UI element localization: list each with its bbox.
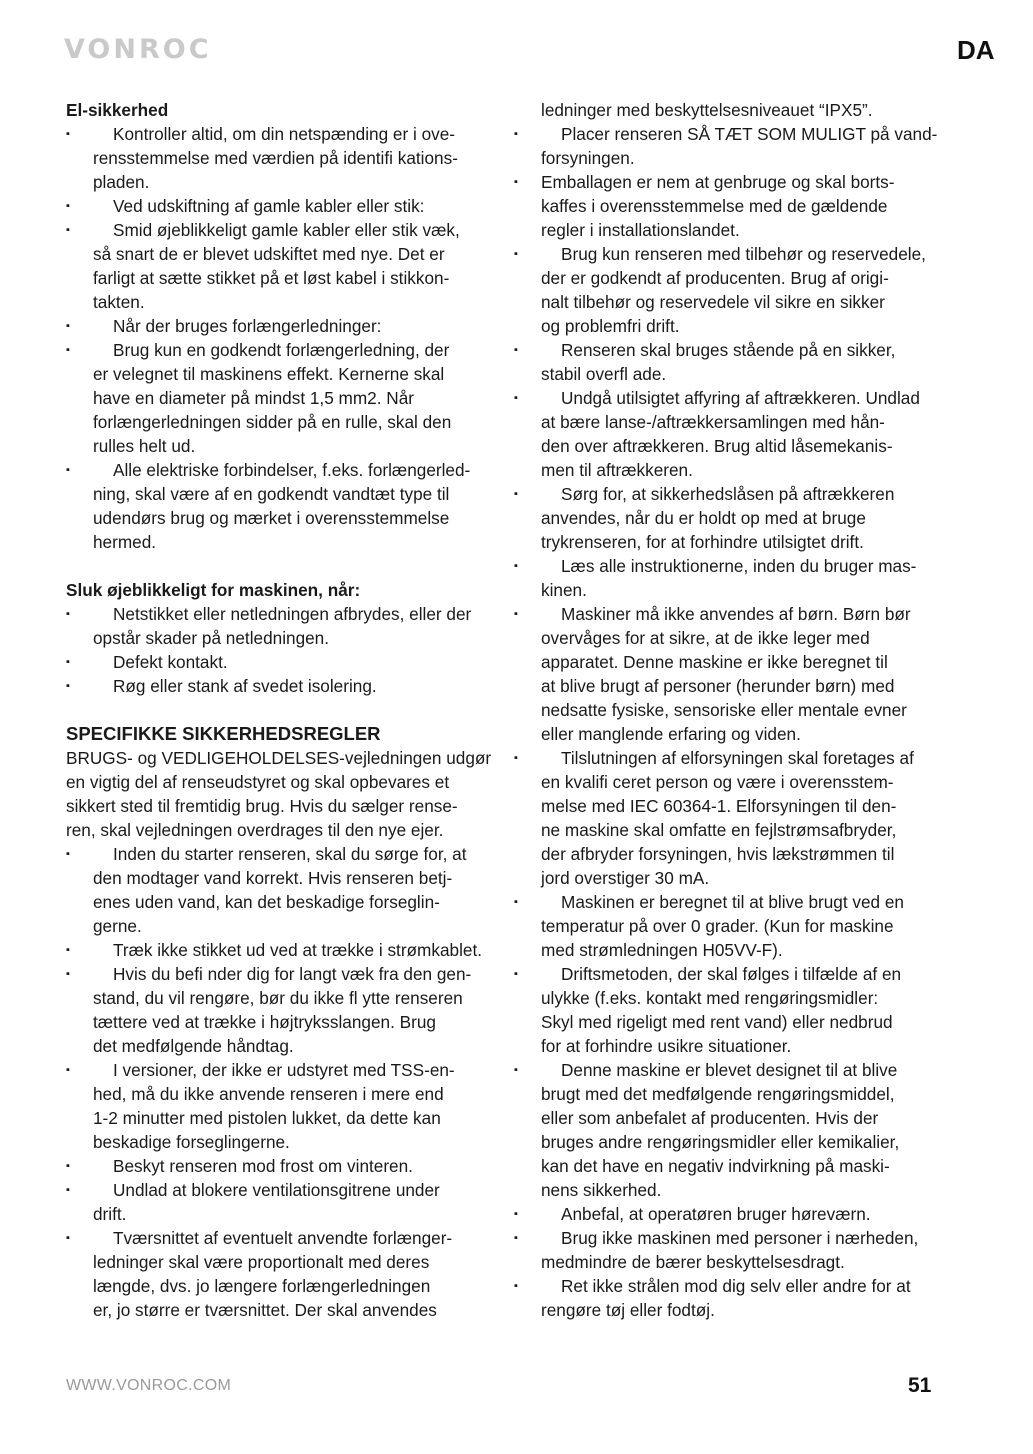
bullet-icon: ▪: [514, 1064, 518, 1076]
bullet-icon: ▪: [66, 1184, 70, 1196]
line-text: nens sikkerhed.: [541, 1180, 662, 1200]
line-text: bruges andre rengøringsmidler eller kemikalier,: [541, 1132, 900, 1152]
line-text: er velegnet til maskinens effekt. Kernerne skal: [93, 364, 445, 384]
line-text: BRUGS- og VEDLIGEHOLDELSES-vejledningen udgør: [66, 748, 492, 768]
line-text: Undlad at blokere ventilationsgitrene under: [113, 1180, 440, 1200]
line-text: takten.: [93, 292, 145, 312]
line-text: Træk ikke stikket ud ved at trække i strømkablet.: [113, 940, 482, 960]
bullet-icon: ▪: [66, 344, 70, 356]
line-text: så snart de er blevet udskiftet med nye. Det er: [93, 244, 445, 264]
bullet-icon: ▪: [514, 1232, 518, 1244]
line-text: Læs alle instruktionerne, inden du bruger mas-: [561, 556, 917, 576]
line-text: der er godkendt af producenten. Brug af origi-: [541, 268, 889, 288]
language-code: DA: [957, 35, 995, 65]
line-text: Undgå utilsigtet affyring af aftrækkeren. Undlad: [561, 388, 920, 408]
bullet-icon: ▪: [514, 608, 518, 620]
line-text: pladen.: [93, 172, 150, 192]
line-text: I versioner, der ikke er udstyret med TSS-en-: [113, 1060, 455, 1080]
bullet-icon: ▪: [66, 944, 70, 956]
line-text: er, jo større er tværsnittet. Der skal anvendes: [93, 1300, 437, 1320]
line-text: men til aftrækkeren.: [541, 460, 693, 480]
line-text: ning, skal være af en godkendt vandtæt type til: [93, 484, 450, 504]
line-text: en kvalifi ceret person og være i overensstem-: [541, 772, 894, 792]
line-text: Skyl med rigeligt med rent vand) eller nedbrud: [541, 1012, 893, 1032]
line-text: Defekt kontakt.: [113, 652, 228, 672]
line-text: trykrenseren, for at forhindre utilsigtet drift.: [541, 532, 864, 552]
line-text: rensstemmelse med værdien på identifi kations-: [93, 148, 458, 168]
line-text: Ved udskiftning af gamle kabler eller stik:: [113, 196, 425, 216]
line-text: nedsatte fysiske, sensoriske eller mentale evner: [541, 700, 907, 720]
line-text: og problemfri drift.: [541, 316, 680, 336]
line-text: Inden du starter renseren, skal du sørge for, at: [113, 844, 467, 864]
line-text: opstår skader på netledningen.: [93, 628, 330, 648]
line-text: den over aftrækkeren. Brug altid låsemekanis-: [541, 436, 893, 456]
bullet-icon: ▪: [66, 128, 70, 140]
line-text: regler i installationslandet.: [541, 220, 740, 240]
bullet-icon: ▪: [66, 1232, 70, 1244]
line-text: den modtager vand korrekt. Hvis renseren betj-: [93, 868, 453, 888]
line-text: Brug ikke maskinen med personer i nærheden,: [561, 1228, 919, 1248]
line-text: drift.: [93, 1204, 127, 1224]
bullet-icon: ▪: [66, 848, 70, 860]
vonroc-logo: VONROC: [64, 34, 212, 65]
line-text: at bære lanse-/aftrækkersamlingen med hån-: [541, 412, 885, 432]
bullet-icon: ▪: [66, 1064, 70, 1076]
line-text: en vigtig del af renseudstyret og skal opbevares et: [66, 772, 450, 792]
bullet-icon: ▪: [66, 656, 70, 668]
line-text: Røg eller stank af svedet isolering.: [113, 676, 377, 696]
line-text: forlængerledningen sidder på en rulle, skal den: [93, 412, 452, 432]
page-number: 51: [908, 1374, 932, 1397]
bullet-icon: ▪: [514, 176, 518, 188]
bullet-icon: ▪: [66, 680, 70, 692]
line-text: stand, du vil rengøre, bør du ikke fl ytte renseren: [93, 988, 463, 1008]
line-text: brugt med det medfølgende rengøringsmiddel,: [541, 1084, 895, 1104]
line-text: El-sikkerhed: [66, 100, 169, 120]
line-text: have en diameter på mindst 1,5 mm2. Når: [93, 388, 414, 408]
line-text: at blive brugt af personer (herunder børn) med: [541, 676, 895, 696]
bullet-icon: ▪: [514, 128, 518, 140]
bullet-icon: ▪: [66, 968, 70, 980]
line-text: ledninger skal være proportionalt med deres: [93, 1252, 430, 1272]
bullet-icon: ▪: [66, 608, 70, 620]
line-text: 1-2 minutter med pistolen lukket, da dette kan: [93, 1108, 441, 1128]
bullet-icon: ▪: [514, 344, 518, 356]
bullet-icon: ▪: [66, 464, 70, 476]
line-text: overvåges for at sikre, at de ikke leger med: [541, 628, 870, 648]
bullet-icon: ▪: [66, 1160, 70, 1172]
bullet-icon: ▪: [514, 752, 518, 764]
line-text: apparatet. Denne maskine er ikke beregnet til: [541, 652, 888, 672]
line-text: rulles helt ud.: [93, 436, 196, 456]
line-text: tættere ved at trække i højtryksslangen. Brug: [93, 1012, 436, 1032]
bullet-icon: ▪: [66, 200, 70, 212]
bullet-icon: ▪: [514, 968, 518, 980]
line-text: Hvis du befi nder dig for langt væk fra den gen-: [113, 964, 472, 984]
line-text: for at forhindre usikre situationer.: [541, 1036, 792, 1056]
line-text: Netstikket eller netledningen afbrydes, eller der: [113, 604, 472, 624]
line-text: Alle elektriske forbindelser, f.eks. forlængerled-: [113, 460, 471, 480]
line-text: Brug kun renseren med tilbehør og reservedele,: [561, 244, 926, 264]
bullet-icon: ▪: [66, 320, 70, 332]
line-text: rengøre tøj eller fodtøj.: [541, 1300, 715, 1320]
line-text: Beskyt renseren mod frost om vinteren.: [113, 1156, 413, 1176]
line-text: kinen.: [541, 580, 587, 600]
line-text: nalt tilbehør og reservedele vil sikre en sikker: [541, 292, 885, 312]
line-text: Brug kun en godkendt forlængerledning, der: [113, 340, 450, 360]
line-text: med strømledningen H05VV-F).: [541, 940, 783, 960]
line-text: SPECIFIKKE SIKKERHEDSREGLER: [66, 723, 381, 744]
line-text: Sluk øjeblikkeligt for maskinen, når:: [66, 580, 361, 600]
line-text: Maskiner må ikke anvendes af børn. Børn bør: [561, 604, 911, 624]
line-text: gerne.: [93, 916, 142, 936]
line-text: det medfølgende håndtag.: [93, 1036, 294, 1056]
line-text: forsyningen.: [541, 148, 635, 168]
line-text: Når der bruges forlængerledninger:: [113, 316, 382, 336]
line-text: der afbryder forsyningen, hvis lækstrømmen til: [541, 844, 895, 864]
line-text: Driftsmetoden, der skal følges i tilfælde af en: [561, 964, 902, 984]
line-text: Placer renseren SÅ TÆT SOM MULIGT på vand-: [561, 124, 938, 144]
line-text: kan det have en negativ indvirkning på maski-: [541, 1156, 890, 1176]
line-text: beskadige forseglingerne.: [93, 1132, 290, 1152]
bullet-icon: ▪: [514, 560, 518, 572]
line-text: Ret ikke strålen mod dig selv eller andre for at: [561, 1276, 911, 1296]
line-text: Maskinen er beregnet til at blive brugt ved en: [561, 892, 904, 912]
line-text: Emballagen er nem at genbruge og skal borts-: [541, 172, 895, 192]
line-text: ledninger med beskyttelsesniveauet “IPX5”.: [541, 100, 873, 120]
line-text: Anbefal, at operatøren bruger høreværn.: [561, 1204, 871, 1224]
line-text: hed, må du ikke anvende renseren i mere end: [93, 1084, 444, 1104]
line-text: anvendes, når du er holdt op med at bruge: [541, 508, 866, 528]
bullet-icon: ▪: [514, 248, 518, 260]
line-text: længde, dvs. jo længere forlængerledningen: [93, 1276, 431, 1296]
line-text: ulykke (f.eks. kontakt med rengøringsmidler:: [541, 988, 879, 1008]
line-text: jord overstiger 30 mA.: [541, 868, 710, 888]
bullet-icon: ▪: [514, 1280, 518, 1292]
bullet-icon: ▪: [66, 224, 70, 236]
footer-url: WWW.VONROC.COM: [66, 1377, 232, 1394]
line-text: melse med IEC 60364-1. Elforsyningen til den-: [541, 796, 897, 816]
line-text: farligt at sætte stikket på et løst kabel i stikkon-: [93, 268, 450, 288]
line-text: Sørg for, at sikkerhedslåsen på aftrækkeren: [561, 484, 895, 504]
line-text: kaffes i overensstemmelse med de gældende: [541, 196, 888, 216]
line-text: stabil overfl ade.: [541, 364, 667, 384]
bullet-icon: ▪: [514, 392, 518, 404]
line-text: Tilslutningen af elforsyningen skal foretages af: [561, 748, 914, 768]
line-text: Renseren skal bruges stående på en sikker,: [561, 340, 896, 360]
line-text: enes uden vand, kan det beskadige forseglin-: [93, 892, 440, 912]
line-text: hermed.: [93, 532, 157, 552]
line-text: Smid øjeblikkeligt gamle kabler eller stik væk,: [113, 220, 460, 240]
line-text: medmindre de bærer beskyttelsesdragt.: [541, 1252, 845, 1272]
bullet-icon: ▪: [514, 896, 518, 908]
bullet-icon: ▪: [514, 488, 518, 500]
line-text: eller manglende erfaring og viden.: [541, 724, 801, 744]
line-text: Denne maskine er blevet designet til at blive: [561, 1060, 898, 1080]
line-text: eller som anbefalet af producenten. Hvis der: [541, 1108, 879, 1128]
line-text: sikkert sted til fremtidig brug. Hvis du sælger rense-: [66, 796, 458, 816]
line-text: temperatur på over 0 grader. (Kun for maskine: [541, 916, 894, 936]
line-text: Tværsnittet af eventuelt anvendte forlænger-: [113, 1228, 453, 1248]
line-text: ren, skal vejledningen overdrages til den nye ejer.: [66, 820, 444, 840]
line-text: Kontroller altid, om din netspænding er i ove-: [113, 124, 456, 144]
bullet-icon: ▪: [514, 1208, 518, 1220]
line-text: ne maskine skal omfatte en fejlstrømsafbryder,: [541, 820, 897, 840]
line-text: udendørs brug og mærket i overensstemmelse: [93, 508, 450, 528]
